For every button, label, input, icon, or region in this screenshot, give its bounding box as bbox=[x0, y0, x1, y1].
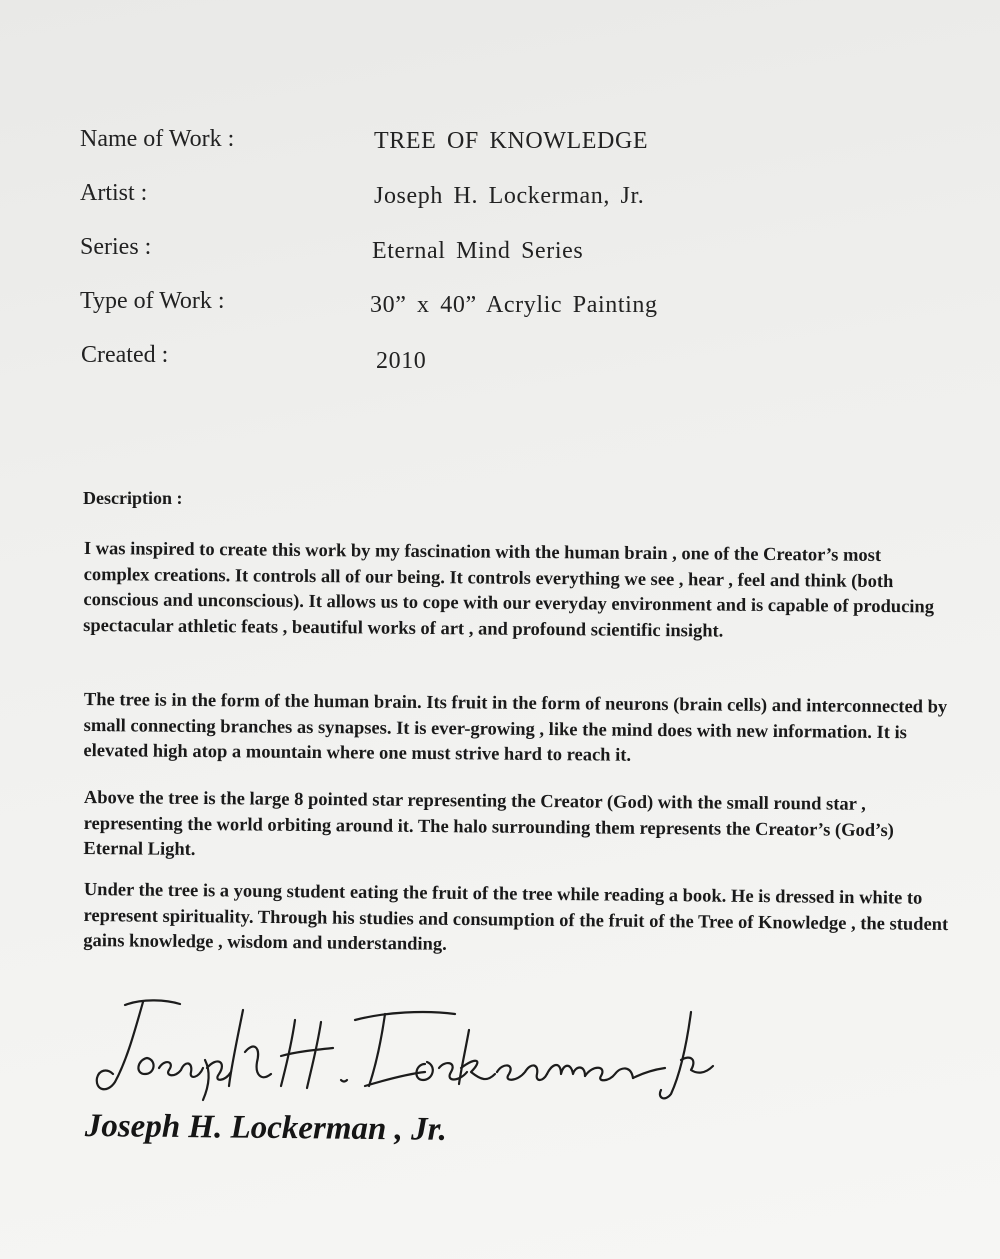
artwork-metadata bbox=[80, 126, 880, 396]
meta-label: Name of Work : bbox=[80, 126, 235, 152]
description-heading: Description : bbox=[83, 488, 183, 508]
handwritten-signature bbox=[85, 990, 725, 1105]
meta-label: Series : bbox=[80, 234, 152, 260]
meta-label: Type of Work : bbox=[80, 288, 225, 314]
meta-row-created bbox=[80, 342, 880, 396]
description-paragraph: Above the tree is the large 8 pointed star representing the Creator (God) with the small round star , representing the world orbiting around it. The halo surrounding them represents the Creator’s (God’s) Eternal Light. bbox=[83, 787, 894, 860]
meta-row-artist bbox=[80, 180, 880, 234]
created-year: 2010 bbox=[376, 348, 427, 374]
work-type: 30” x 40” Acrylic Painting bbox=[370, 292, 658, 318]
printed-artist-name: Joseph H. Lockerman , Jr. bbox=[84, 1108, 448, 1148]
description-paragraph: The tree is in the form of the human brain. Its fruit in the form of neurons (brain cells) and interconnected by small connecting branches as synapses. It is ever-growing , like the mind does with new information. It is elevated high atop a mountain where one must strive hard to reach it. bbox=[83, 689, 948, 766]
meta-row-series bbox=[80, 234, 880, 288]
meta-row-type-of-work bbox=[80, 288, 880, 342]
series-name: Eternal Mind Series bbox=[372, 238, 584, 264]
description-paragraph: Under the tree is a young student eating the fruit of the tree while reading a book. He is dressed in white to represent spirituality. Through his studies and consumption of the fruit of the Tree of Knowledge , the student gains knowledge , wisdom and understanding. bbox=[83, 879, 949, 955]
meta-label: Artist : bbox=[80, 180, 148, 206]
meta-row-name-of-work bbox=[80, 126, 880, 180]
meta-label: Created : bbox=[81, 342, 169, 368]
work-title: TREE OF KNOWLEDGE bbox=[374, 128, 649, 154]
artist-name: Joseph H. Lockerman, Jr. bbox=[374, 183, 645, 209]
description-paragraph: I was inspired to create this work by my fascination with the human brain , one of the Creator’s most complex creations. It controls all of our being. It controls everything we see , hear , feel and think (both conscious and unconscious). It allows us to cope with our everyday environment and is capable of producing spectacular athletic feats , beautiful works of art , and profound scientific insight. bbox=[83, 538, 935, 642]
